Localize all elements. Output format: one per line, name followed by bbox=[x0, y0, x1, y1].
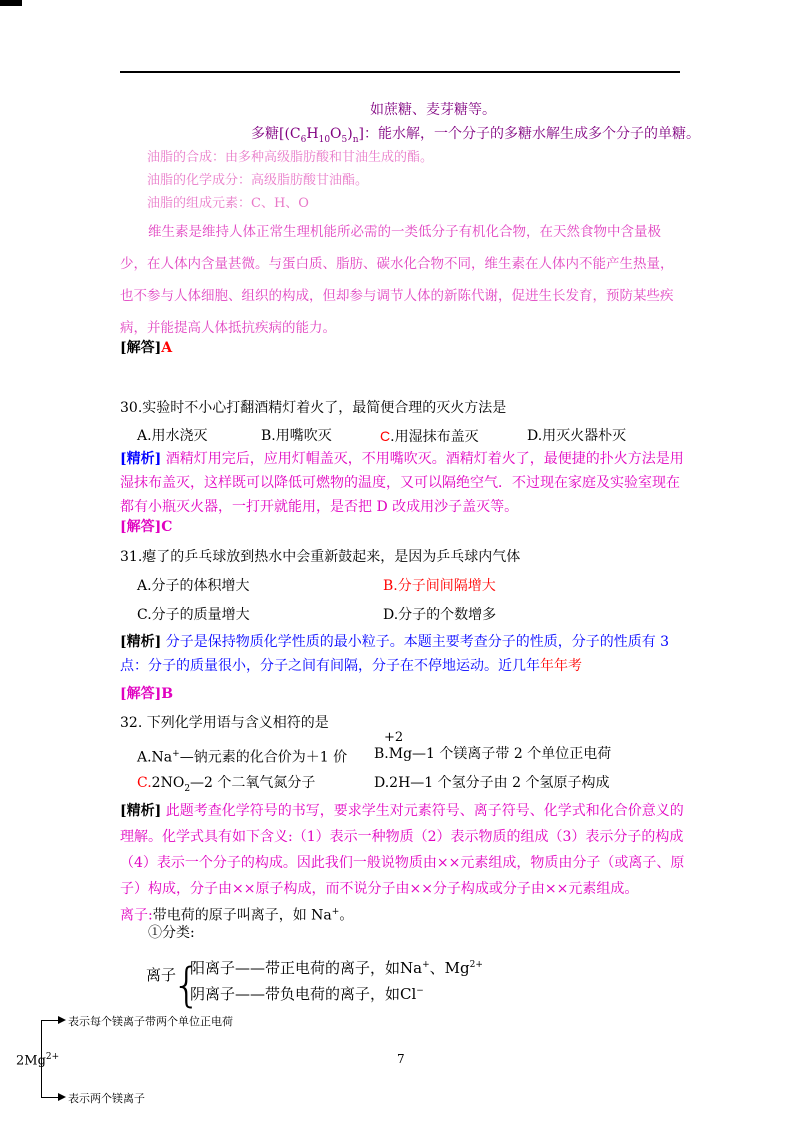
q31-analysis: [精析] 分子是保持物质化学性质的最小粒子。本题主要考查分子的性质，分子的性质有 3 点：分子的质量很小，分子之间有间隔，分子在不停地运动。近几年年年考 bbox=[120, 634, 670, 674]
q30-stem: 30.实验时不小心打翻酒精灯着火了，最简便合理的灭火方法是 bbox=[120, 400, 507, 416]
q30-analysis: [精析] 酒精灯用完后，应用灯帽盖灭，不用嘴吹灭。酒精灯着火了，最便捷的扑火方法是用湿抹布盖灭，这样既可以降低可燃物的温度，又可以隔绝空气．不过现在家庭及实验室现在都有小瓶灭火器，一打开就能用，是否把 D 改成用沙子盖灭等。 bbox=[120, 451, 684, 515]
vitamin-paragraph: 维生素是维持人体正常生理机能所必需的一类低分子有机化合物，在天然食物中含量极少，在人体内含量甚微。与蛋白质、脂肪、碳水化合物不同，维生素在人体内不能产生热量，也不参与人体细胞、组织的构成，但却参与调节人体的新陈代谢，促进生长发育，预防某些疾病，并能提高人体抵抗疾病的能力。 bbox=[120, 224, 674, 336]
q32-charge-above: +2 bbox=[384, 730, 404, 745]
q31-option-d: D.分子的个数增多 bbox=[383, 607, 497, 623]
q32-option-d: D.2H—1 个氢分子由 2 个氢原子构成 bbox=[374, 775, 610, 791]
q32-option-b: B.Mg—1 个镁离子带 2 个单位正电荷 bbox=[374, 746, 612, 762]
fat-elements: 油脂的组成元素：C、H、O bbox=[147, 196, 309, 211]
arrow-right-icon bbox=[58, 1016, 66, 1024]
q30-answer: [解答]C bbox=[120, 519, 173, 535]
q30-option-d: D.用灭火器朴灭 bbox=[527, 428, 627, 444]
q31-option-a: A.分子的体积增大 bbox=[137, 578, 250, 594]
q31-stem: 31.瘪了的乒乓球放到热水中会重新鼓起来，是因为乒乓球内气体 bbox=[120, 549, 521, 565]
ion-word: 离子 bbox=[146, 966, 177, 984]
q31-option-b: B.分子间间隔增大 bbox=[383, 578, 496, 594]
anion-line: 阴离子——带负电荷的离子，如Cl− bbox=[190, 985, 424, 1003]
fat-composition: 油脂的化学成分：高级脂肪酸甘油酯。 bbox=[147, 173, 369, 188]
brace-icon: { bbox=[172, 958, 202, 1012]
polysaccharide-line: 多糖$[(C_6H_{10}O_5)_n]$：能水解，一个分子的多糖水解生成多个分子的单糖。 bbox=[251, 126, 700, 145]
page-number: 7 bbox=[397, 1052, 405, 1066]
fat-synthesis: 油脂的合成：由多种高级脂肪酸和甘油生成的酯。 bbox=[147, 150, 434, 165]
arrow-right-icon bbox=[58, 1093, 66, 1101]
diagram-bottom-line bbox=[41, 1097, 59, 1098]
diagram-formula: $2Mg^{2+}$ bbox=[16, 1052, 60, 1069]
classification-label: ①分类: bbox=[148, 925, 195, 941]
q31-answer: [解答]B bbox=[120, 686, 174, 702]
diagram-bottom-note: 表示两个镁离子 bbox=[68, 1092, 145, 1105]
q30-option-c: C.用湿抹布盖灭 bbox=[380, 428, 479, 445]
diagram-top-line bbox=[41, 1020, 59, 1021]
cation-line: 阳离子——带正电荷的离子，如Na+、$Mg^{2+}$ bbox=[190, 959, 483, 977]
q32-stem: 32. 下列化学用语与含义相符的是 bbox=[120, 715, 329, 731]
q30-option-a: A.用水浇灭 bbox=[137, 428, 208, 444]
q31-option-c: C.分子的质量增大 bbox=[137, 607, 250, 623]
diagram-top-note: 表示每个镁离子带两个单位正电荷 bbox=[68, 1015, 233, 1028]
answer-29: [解答]A bbox=[120, 340, 173, 356]
ion-definition: 离子:带电荷的原子叫离子，如 Na+。 bbox=[120, 907, 354, 924]
q30-option-b: B.用嘴吹灭 bbox=[261, 428, 332, 444]
sugar-line: 如蔗糖、麦芽糖等。 bbox=[370, 102, 496, 118]
header-rule bbox=[120, 71, 680, 73]
corner-mark bbox=[0, 0, 22, 6]
q32-option-a: A.Na+—钠元素的化合价为＋1 价 bbox=[137, 749, 348, 766]
q32-analysis: [精析] 此题考查化学符号的书写，要求学生对元素符号、离子符号、化学式和化合价意义的理解。化学式具有如下含义:（1）表示一种物质（2）表示物质的组成（3）表示分子的构成（4）表示一个分子的构成。因此我们一般说物质由××元素组成，物质由分子（或离子、原子）构成，分子由××原子构成，而不说分子由××分子构成或分子由××元素组成。 bbox=[120, 803, 685, 897]
q32-option-c: $C.2NO_2—2$ 个二氧气氮分子 bbox=[137, 775, 316, 794]
